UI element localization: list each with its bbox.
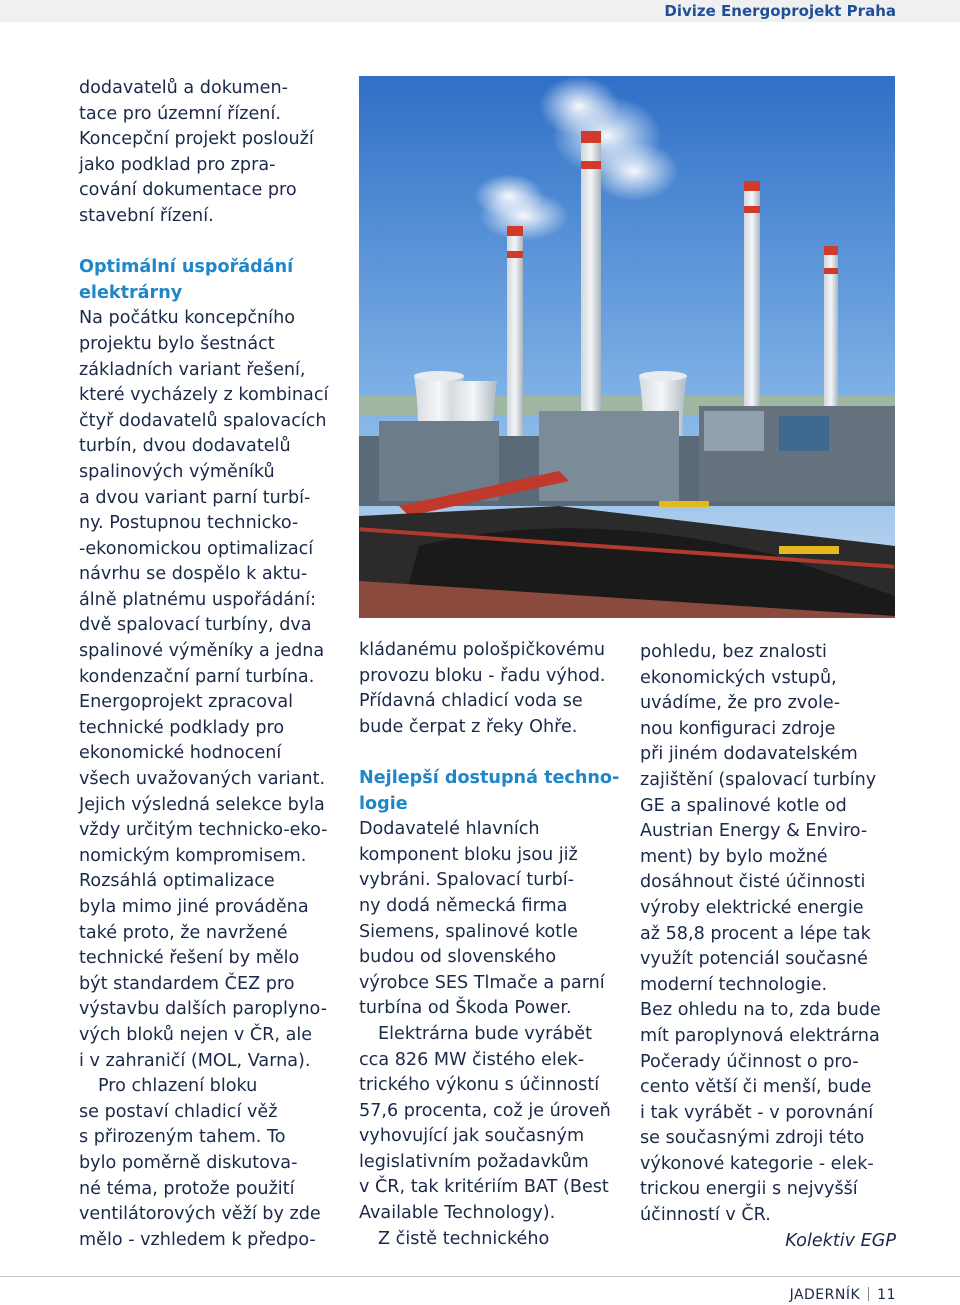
text-line: výrobce SES Tlmače a parní — [359, 972, 605, 993]
division-title: Divize Energoprojekt Praha — [664, 2, 896, 20]
text-line: byla mimo jiné prováděna — [79, 897, 309, 917]
text-line: se současnými zdroji této — [640, 1128, 865, 1149]
text-line: vých bloků nejen v ČR, ale — [79, 1024, 313, 1045]
text-line: Elektrárna bude vyrábět — [378, 1023, 593, 1044]
text-line: výroby elektrické energie — [640, 897, 864, 918]
text-line: být standardem ČEZ pro — [79, 973, 295, 994]
text-line: návrhu se dospělo k aktu- — [79, 564, 308, 585]
text-column-3 — [640, 640, 896, 1254]
text-line: technické řešení by mělo — [79, 948, 300, 969]
text-line: né téma, protože použití — [79, 1178, 295, 1199]
text-line: Pro chlazení bloku — [98, 1076, 258, 1097]
text-line: a dvou variant parní turbí- — [79, 487, 311, 508]
text-line: zajištění (spalovací turbíny — [640, 769, 877, 790]
text-line: nou konfiguraci zdroje — [640, 718, 836, 739]
text-line: dvě spalovací turbíny, dva — [79, 615, 312, 636]
text-line: -ekonomickou optimalizací — [79, 538, 314, 559]
text-line: v ČR, tak kritériím BAT (Best — [359, 1177, 609, 1198]
text-line: všech uvažovaných variant. — [79, 769, 326, 790]
text-line: Siemens, spalinové kotle — [359, 921, 578, 942]
text-line: mělo - vzhledem k předpo- — [79, 1229, 316, 1250]
footer-separator — [868, 1287, 869, 1301]
text-line: álně platnému uspořádání: — [79, 589, 317, 610]
text-line: účinností v ČR. — [640, 1205, 771, 1226]
text-line: i tak vyrábět - v porovnání — [640, 1102, 874, 1123]
text-line: při jiném dodavatelském — [640, 744, 858, 765]
footer-divider — [0, 1276, 960, 1277]
text-line: vyhovující jak současným — [359, 1126, 585, 1147]
text-line: čtyř dodavatelů spalovacích — [79, 410, 327, 431]
text-line: stavební řízení. — [79, 205, 214, 226]
text-column-1 — [79, 76, 341, 1253]
text-line: Koncepční projekt poslouží — [79, 129, 314, 150]
text-line: budou od slovenského — [359, 947, 557, 968]
paragraph-gap — [359, 740, 621, 766]
magazine-name: JADERNÍK — [789, 1287, 861, 1303]
text-line: GE a spalinové kotle od — [640, 795, 847, 816]
text-line: základních variant řešení, — [79, 359, 306, 380]
text-line: cování dokumentace pro — [79, 180, 297, 201]
text-line: technické podklady pro — [79, 717, 285, 738]
text-line: také proto, že navržené — [79, 922, 288, 943]
text-line: kládanému pološpičkovému — [359, 640, 605, 660]
page-header — [0, 0, 960, 22]
text-line: cento větší či menší, bude — [640, 1077, 872, 1098]
text-line: i v zahraničí (MOL, Varna). — [79, 1050, 311, 1071]
text-line: jako podklad pro zpra- — [79, 154, 276, 175]
text-line: Počerady účinnost o pro- — [640, 1051, 859, 1072]
text-line: které vycházely z kombinací — [79, 385, 329, 406]
text-line: projektu bylo šestnáct — [79, 333, 275, 354]
text-line: Bez ohledu na to, zda bude — [640, 1000, 881, 1021]
text-line: spalinových výměníků — [79, 461, 275, 482]
text-line: ny dodá německá firma — [359, 895, 568, 916]
text-line: pohledu, bez znalosti — [640, 642, 827, 662]
page-number: 11 — [877, 1287, 896, 1303]
text-line: Z čistě technického — [378, 1228, 550, 1249]
text-line: výstavbu dalších paroplyno- — [79, 999, 327, 1020]
text-line: tace pro územní řízení. — [79, 103, 281, 124]
text-line: komponent bloku jsou již — [359, 844, 578, 865]
text-line: nomickým kompromisem. — [79, 845, 307, 866]
text-column-2 — [359, 638, 621, 1252]
text-line: dosáhnout čisté účinnosti — [640, 872, 866, 893]
text-line: Available Technology). — [359, 1203, 556, 1224]
text-line: turbína od Škoda Power. — [359, 998, 572, 1019]
text-line: kondenzační parní turbína. — [79, 666, 315, 687]
text-line: ekonomické hodnocení — [79, 743, 282, 764]
text-line: trickou energii s nejvyšší — [640, 1179, 858, 1200]
paragraph-gap — [79, 230, 341, 256]
text-line: se postaví chladicí věž — [79, 1101, 278, 1122]
text-line: moderní technologie. — [640, 974, 828, 995]
text-line: Energoprojekt zpracoval — [79, 692, 294, 713]
text-line: Na počátku koncepčního — [79, 308, 295, 329]
text-line: bude čerpat z řeky Ohře. — [359, 716, 578, 737]
text-line: výkonové kategorie - elek- — [640, 1153, 874, 1174]
text-line: spalinové výměníky a jedna — [79, 641, 325, 662]
text-line: ventilátorových věží by zde — [79, 1204, 321, 1225]
text-line: s přirozeným tahem. To — [79, 1127, 286, 1148]
text-line: cca 826 MW čistého elek- — [359, 1049, 585, 1070]
author-signature: Kolektiv EGP — [785, 1230, 896, 1251]
text-line: vždy určitým technicko-eko- — [79, 820, 328, 841]
text-line: ny. Postupnou technicko- — [79, 513, 299, 534]
power-plant-photo — [359, 76, 895, 618]
text-line: bylo poměrně diskutova- — [79, 1152, 298, 1173]
text-line: 57,6 procenta, což je úroveň — [359, 1100, 611, 1121]
section-heading: logie — [359, 793, 408, 814]
text-line: ment) by bylo možné — [640, 846, 828, 867]
section-heading: elektrárny — [79, 282, 183, 303]
text-line: Austrian Energy & Enviro- — [640, 821, 868, 842]
section-heading: Optimální uspořádání — [79, 257, 294, 278]
text-line: legislativním požadavkům — [359, 1151, 589, 1172]
text-line: Přídavná chladicí voda se — [359, 691, 583, 712]
text-line: trického výkonu s účinností — [359, 1075, 600, 1096]
text-line: Jejich výsledná selekce byla — [79, 794, 325, 815]
text-line: až 58,8 procent a lépe tak — [640, 923, 871, 944]
text-line: ekonomických vstupů, — [640, 667, 837, 688]
text-line: využít potenciál současné — [640, 949, 868, 970]
text-line: turbín, dvou dodavatelů — [79, 436, 291, 457]
text-line: Dodavatelé hlavních — [359, 819, 540, 840]
text-line: provozu bloku - řadu výhod. — [359, 665, 606, 686]
text-line: vybráni. Spalovací turbí- — [359, 870, 575, 891]
text-line: Rozsáhlá optimalizace — [79, 871, 275, 892]
text-line: uvádíme, že pro zvole- — [640, 693, 841, 714]
text-line: dodavatelů a dokumen- — [79, 78, 288, 98]
text-line: mít paroplynová elektrárna — [640, 1025, 880, 1046]
page-footer — [790, 1287, 896, 1303]
section-heading: Nejlepší dostupná techno- — [359, 767, 620, 788]
